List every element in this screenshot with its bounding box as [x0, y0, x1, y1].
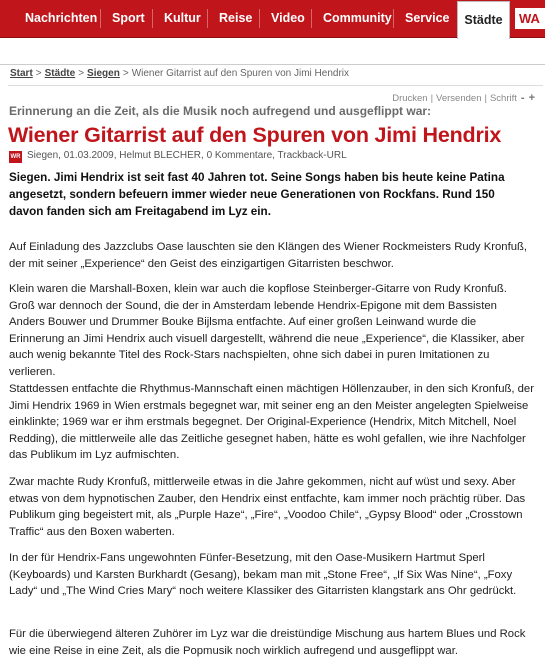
nav-item-reise[interactable]: Reise: [219, 11, 253, 25]
breadcrumb-separator: >: [78, 68, 85, 79]
article-paragraph: Für die überwiegend älteren Zuhörer im Lyz war die dreistündige Mischung aus hartem Blues und Rock wie eine Reise in eine Zeit, als die Popmusik noch wirklich aufregend und ausgeflippt war.: [9, 628, 526, 657]
nav-item-sport[interactable]: Sport: [112, 11, 145, 25]
nav-item-service[interactable]: Service: [405, 11, 450, 25]
breadcrumb: [10, 68, 349, 79]
article-paragraph: Stattdessen entfachte die Rhythmus-Mannschaft einen mächtigen Höllenzauber, in den sich Kronfuß, der Jimi Hendrix 1969 in Wien erstmals begegnet war, mit seiner eng an den Meister angelegten Spielweise einklinkte; 1969 war er ihm erstmals begegnet. Der Original-Experience (Hendrix, Mitch Mitchell, Noel Redding), die mittlerweile alle das Zeitliche gesegnet haben, hätte es wohl gefallen, wie ihre Nachfolger das Publikum im Lyz aufmischten.: [9, 383, 534, 461]
font-size-label: Schrift: [489, 93, 517, 104]
tools-separator: |: [430, 93, 434, 104]
article-paragraph: In der für Hendrix-Fans ungewohnten Fünfer-Besetzung, mit den Oase-Musikern Hartmut Sperl (Keyboards) und Karsten Burkhardt (Gesang), bekam man mit „Stone Free“, „If Six Was Nine“, „Foxy Lady“ und „The Wind Cries Mary“ noch weitere Klassiker des Gitarristen klangstark ans Ohr gedrückt.: [9, 552, 517, 597]
article-tools: [392, 92, 535, 104]
article-title: Wiener Gitarrist auf den Spuren von Jimi Hendrix: [8, 123, 502, 147]
article-kicker: Erinnerung an die Zeit, als die Musik noch aufregend und ausgeflippt war:: [9, 104, 432, 118]
article-meta: [27, 150, 347, 161]
nav-divider: [152, 9, 153, 28]
sub-navigation: [0, 38, 545, 65]
article-paragraph: Zwar machte Rudy Kronfuß, mittlerweile etwas in die Jahre gekommen, nicht auf wüst und sexy. Aber etwas von dem hypnotischen Zauber, den Hendrix einst entfachte, kam immer noch prächtig rüber. Das Publikum ging begeistert mit, als „Purple Haze“, „Fire“, „Voodoo Chile“, „Gypsy Blood“ oder „Crosstown Traffic“ aus den Boxen waberten.: [9, 476, 526, 538]
nav-item-video[interactable]: Video: [271, 11, 305, 25]
meta-separator: ,: [272, 150, 278, 161]
breadcrumb-link-start[interactable]: Start: [10, 68, 33, 79]
print-link[interactable]: Drucken: [392, 93, 428, 104]
nav-item-community[interactable]: Community: [323, 11, 392, 25]
article-paragraph: Auf Einladung des Jazzclubs Oase lauschten sie den Klängen des Wiener Rockmeisters Rudy Kronfuß, der mit seiner „Experience“ den Geist des einzigartigen Gitarristen beschwor.: [9, 241, 528, 270]
breadcrumb-link-siegen[interactable]: Siegen: [87, 68, 120, 79]
nav-item-kultur[interactable]: Kultur: [164, 11, 201, 25]
brand-logo[interactable]: WA: [515, 8, 545, 29]
nav-divider: [311, 9, 312, 28]
main-nav: [0, 0, 545, 38]
nav-divider: [207, 9, 208, 28]
breadcrumb-current: Wiener Gitarrist auf den Spuren von Jimi Hendrix: [131, 68, 349, 79]
article-paragraph: Klein waren die Marshall-Boxen, klein war auch die kopflose Steinberger-Gitarre von Rudy Kronfuß. Groß war dennoch der Sound, die der in Amsterdam lebende Hendrix-Epigone mit dem Bassisten Anders Bouwer und Drummer Bouke Bijlsma entfachte. Auf einer großen Leinwand wurde die Erinnerung an Jimi Hendrix auch visuell dargestellt, während die neue „Experience“, die Klassiker, aber auch wenig bekannte Titel des Rock-Stars nachspielten, ohne sich dabei in puren Imitationen zu verlieren.: [9, 283, 525, 378]
font-increase-button[interactable]: +: [528, 92, 535, 104]
send-link[interactable]: Versenden: [436, 93, 482, 104]
nav-item-staedte[interactable]: Städte: [457, 1, 510, 39]
breadcrumb-link-staedte[interactable]: Städte: [44, 68, 76, 79]
nav-divider: [393, 9, 394, 28]
font-decrease-button[interactable]: -: [520, 92, 525, 104]
newspaper-logo-icon: WR: [9, 151, 22, 163]
nav-divider: [259, 9, 260, 28]
trackback-link[interactable]: Trackback-URL: [277, 150, 347, 161]
tools-separator: |: [484, 93, 487, 104]
breadcrumb-separator: >: [122, 68, 129, 79]
breadcrumb-separator: >: [35, 68, 42, 79]
article-location-date: Siegen, 01.03.2009, Helmut BLECHER,: [27, 150, 204, 161]
divider: [8, 85, 543, 86]
nav-item-nachrichten[interactable]: Nachrichten: [25, 11, 98, 25]
comments-link[interactable]: 0 Kommentare: [206, 150, 273, 161]
article-lead: Siegen. Jimi Hendrix ist seit fast 40 Jahren tot. Seine Songs haben bis heute keine Patina angesetzt, sondern befeuern immer wieder neue Generationen von Rockfans. Rund 150 davon fanden sich am Freitagabend im Lyz ein.: [9, 171, 505, 218]
nav-divider: [100, 9, 101, 28]
